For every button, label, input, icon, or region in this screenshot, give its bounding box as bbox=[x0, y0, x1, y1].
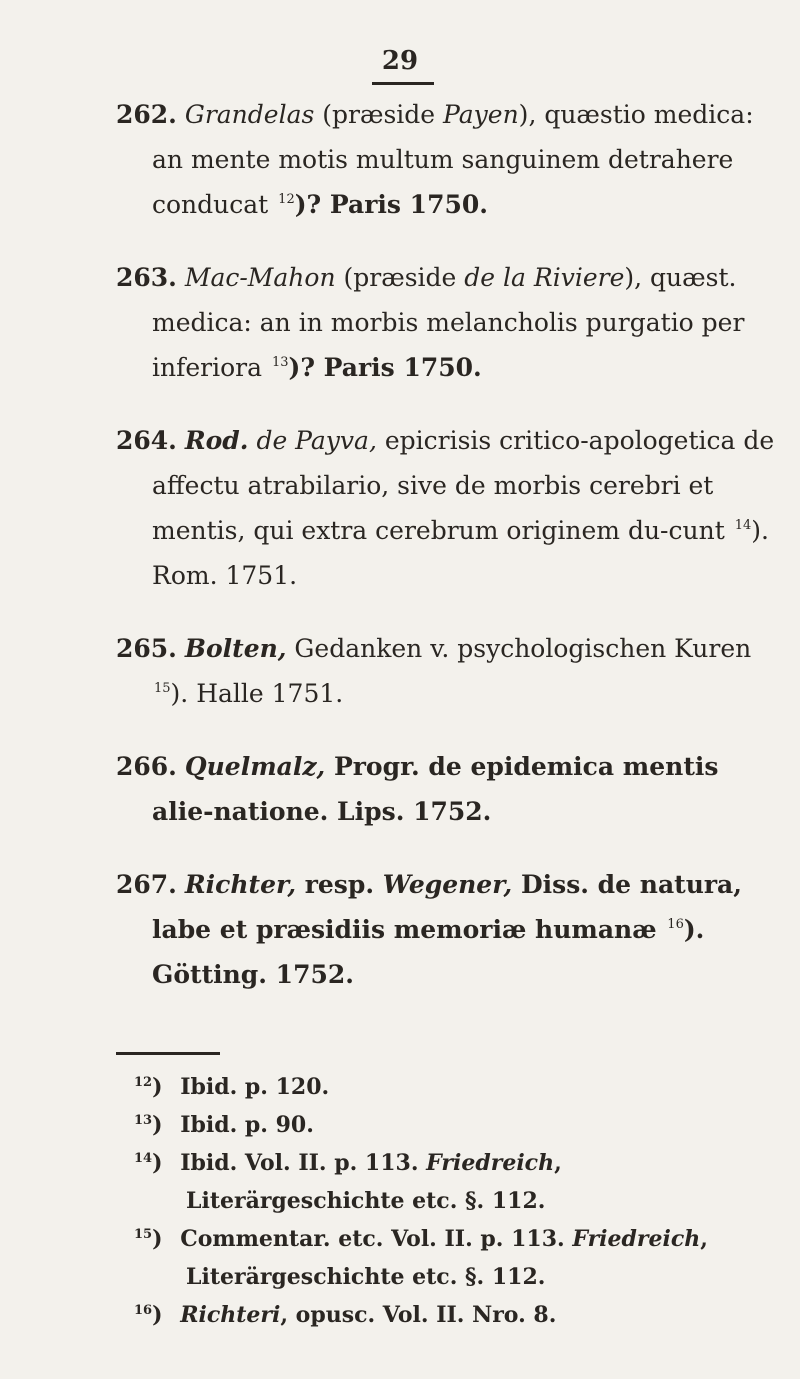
entry-text: , quæst. medica: an in morbis melancholis purgatio per inferiora bbox=[152, 263, 745, 382]
entry-praeses: de la Riviere bbox=[464, 263, 625, 292]
entry-author: Grandelas bbox=[184, 100, 315, 129]
entry-author: Mac-Mahon bbox=[184, 263, 336, 292]
entry-264 bbox=[116, 418, 776, 598]
footnote-list bbox=[134, 1068, 774, 1334]
footnote-15: $^{15}$) Commentar. etc. Vol. II. p. 113. Friedreich, Literärgeschichte etc. §. 112. bbox=[134, 1226, 708, 1290]
entry-265 bbox=[116, 626, 776, 716]
footnote-14: $^{14}$) Ibid. Vol. II. p. 113. Friedreich, Literärgeschichte etc. §. 112. bbox=[134, 1150, 562, 1214]
entry-respondent: Wegener, bbox=[382, 870, 513, 899]
footnote-16: $^{16}$) Richteri, opusc. Vol. II. Nro. 8. bbox=[134, 1302, 557, 1328]
footnote-author: Friedreich bbox=[426, 1150, 555, 1176]
entry-close: ) bbox=[518, 100, 529, 129]
entry-number: 265. bbox=[116, 634, 177, 663]
entry-text-end: ). Götting. 1752. bbox=[152, 915, 705, 989]
header-rule bbox=[372, 82, 434, 85]
footnote-text: Ibid. Vol. II. p. 113. bbox=[180, 1150, 427, 1176]
footnote-text-end: , Literärgeschichte etc. §. 112. bbox=[186, 1150, 562, 1214]
entry-text: , quæstio medica: an mente motis multum sanguinem detrahere conducat bbox=[152, 100, 754, 219]
footnote-text: Commentar. etc. Vol. II. p. 113. bbox=[180, 1226, 573, 1252]
footnote-ref: 15 bbox=[154, 681, 171, 696]
entry-author: Rod. bbox=[184, 426, 249, 455]
entry-close: ) bbox=[624, 263, 635, 292]
footnote-mark: 12 bbox=[134, 1075, 153, 1090]
entry-text: Gedanken v. psychologischen Kuren bbox=[286, 634, 752, 663]
footnote-text-end: , Literärgeschichte etc. §. 112. bbox=[186, 1226, 708, 1290]
entry-text-end: ). Rom. 1751. bbox=[152, 516, 769, 590]
footnote-author: Friedreich bbox=[572, 1226, 701, 1252]
entry-number: 262. bbox=[116, 100, 177, 129]
entry-number: 266. bbox=[116, 752, 177, 781]
entry-text-end: )? Paris 1750. bbox=[288, 353, 482, 382]
entry-author: Bolten, bbox=[184, 634, 287, 663]
entry-author: Quelmalz, bbox=[184, 752, 326, 781]
entry-text: epicrisis critico-apologetica de affectu atrabilario, sive de morbis cerebri et mentis, qui extra cerebrum originem du-cunt bbox=[152, 426, 775, 545]
entry-open: (præside bbox=[322, 100, 444, 129]
footnote-ref: 12 bbox=[278, 192, 295, 207]
entry-author: Richter, bbox=[184, 870, 297, 899]
footnote-author: Richteri bbox=[180, 1302, 281, 1328]
entry-text: Diss. de natura, labe et præsidiis memoriæ humanæ bbox=[152, 870, 742, 944]
entry-list bbox=[116, 92, 776, 1025]
footnote-mark: 16 bbox=[134, 1303, 153, 1318]
footnote-ref: 13 bbox=[271, 355, 289, 370]
entry-text: Progr. de epidemica mentis alie-natione. Lips. 1752. bbox=[152, 752, 719, 826]
footnote-rule bbox=[116, 1052, 220, 1055]
footnote-12: $^{12}$) Ibid. p. 120. bbox=[134, 1074, 330, 1100]
footnote-mark: 13 bbox=[134, 1113, 153, 1128]
entry-praeses: Payen bbox=[443, 100, 519, 129]
footnote-ref: 14 bbox=[734, 518, 752, 533]
entry-text-end: ). Halle 1751. bbox=[170, 679, 344, 708]
footnote-13: $^{13}$) Ibid. p. 90. bbox=[134, 1112, 314, 1138]
entry-number: 264. bbox=[116, 426, 177, 455]
footnote-text-end: , opusc. Vol. II. Nro. 8. bbox=[280, 1302, 557, 1328]
footnote-mark: 15 bbox=[134, 1227, 153, 1242]
entry-number: 267. bbox=[116, 870, 177, 899]
entry-number: 263. bbox=[116, 263, 177, 292]
footnote-text: Ibid. p. 120. bbox=[180, 1074, 330, 1100]
entry-267 bbox=[116, 862, 776, 997]
entry-263 bbox=[116, 255, 776, 390]
footnote-mark: 14 bbox=[134, 1151, 153, 1166]
entry-266 bbox=[116, 744, 776, 834]
entry-262 bbox=[116, 92, 776, 227]
page-number: 29 bbox=[381, 46, 419, 76]
footnote-ref: 16 bbox=[667, 917, 684, 932]
entry-author-name: de Payva, bbox=[256, 426, 377, 455]
entry-open: (præside bbox=[343, 263, 465, 292]
entry-text-end: )? Paris 1750. bbox=[294, 190, 488, 219]
entry-text: resp. bbox=[296, 870, 383, 899]
footnote-text: Ibid. p. 90. bbox=[180, 1112, 314, 1138]
